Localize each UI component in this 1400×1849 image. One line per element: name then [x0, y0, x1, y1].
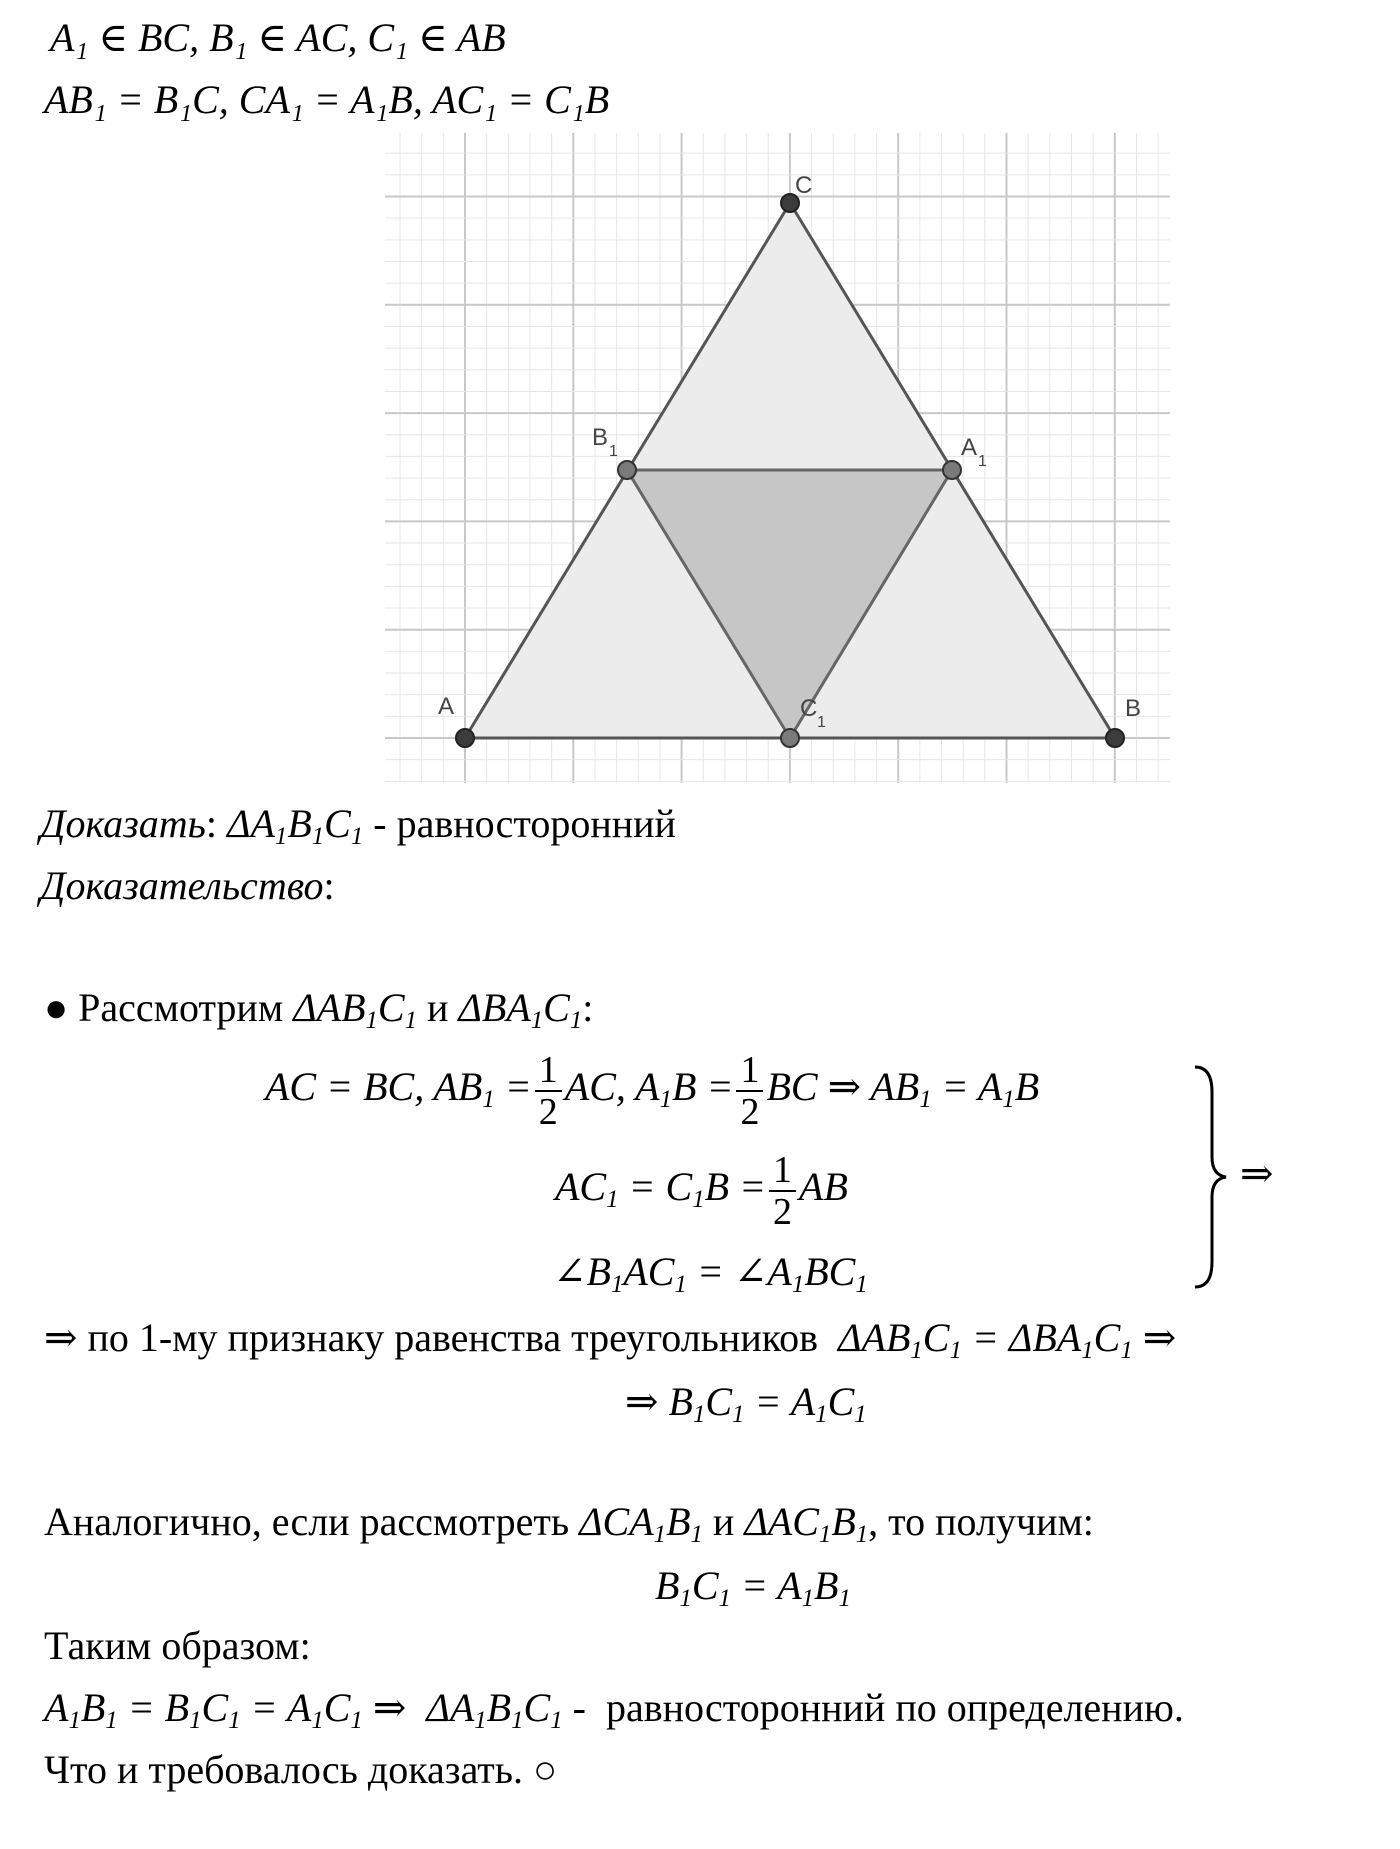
equation-3: $\angle B_1AC_1$ = $\angle A_1BC_1$ [553, 1249, 868, 1298]
label-B: B [1125, 695, 1142, 722]
label-C1-sub: 1 [817, 714, 826, 731]
label-C1: C [800, 695, 818, 722]
label-B1: B [592, 424, 609, 451]
point-A [456, 729, 474, 747]
step1-result: ⇒ $B_1C_1 = A_1C_1$ [625, 1379, 867, 1428]
analog-result: $B_1C_1 = A_1B_1$ [655, 1563, 851, 1612]
point-B [1106, 729, 1124, 747]
label-A: A [438, 693, 455, 720]
label-C: C [795, 172, 813, 199]
implies-arrow: ⇒ [1240, 1151, 1274, 1196]
given-line-2: AB₁ = B₁C, CA₁ = A₁B, AC₁ = C₁B [44, 77, 610, 122]
step1-intro: ● Рассмотрим $\Delta AB_1C_1$ и $\Delta BA_1C_1$: [44, 985, 594, 1034]
thus-line: Таким образом: [44, 1623, 311, 1668]
point-A1 [943, 461, 961, 479]
label-A1-sub: 1 [978, 453, 987, 470]
triangle-figure [385, 133, 1175, 793]
equation-1: AC = BC, $AB_1$ = $\frac{1}{2}$ AC, $A_1B$ = $\frac{1}{2}$ BC ⇒ $AB_1 = A_1B$ [265, 1049, 1040, 1133]
label-B1-sub: 1 [609, 443, 618, 460]
conclusion-line: $A_1B_1 = B_1C_1 = A_1C_1$ ⇒ $\Delta A_1B_1C_1$ - равносторонний по определению. [44, 1685, 1184, 1734]
given-line-1: A₁ ∈ BC, B₁ ∈ AC, C₁ ∈ AB [50, 15, 506, 60]
system-brace [1190, 1062, 1230, 1292]
prove-statement: Доказать: $\Delta A_1B_1C_1$ - равносторонний [40, 801, 676, 850]
proof-heading: Доказательство: [40, 863, 335, 908]
step1-conclusion: ⇒ по 1-му признаку равенства треугольников $\Delta AB_1C_1 = \Delta BA_1C_1$ ⇒ [44, 1315, 1177, 1364]
label-A1: A [961, 434, 978, 461]
qed-line: Что и требовалось доказать. ○ [44, 1747, 558, 1792]
equation-2: $AC_1 = C_1B$ = $\frac{1}{2}$ AB [555, 1149, 848, 1233]
analog-statement: Аналогично, если рассмотреть $\Delta CA_1B_1$ и $\Delta AC_1B_1$, то получим: [44, 1499, 1094, 1548]
point-C1 [781, 729, 799, 747]
point-B1 [618, 461, 636, 479]
